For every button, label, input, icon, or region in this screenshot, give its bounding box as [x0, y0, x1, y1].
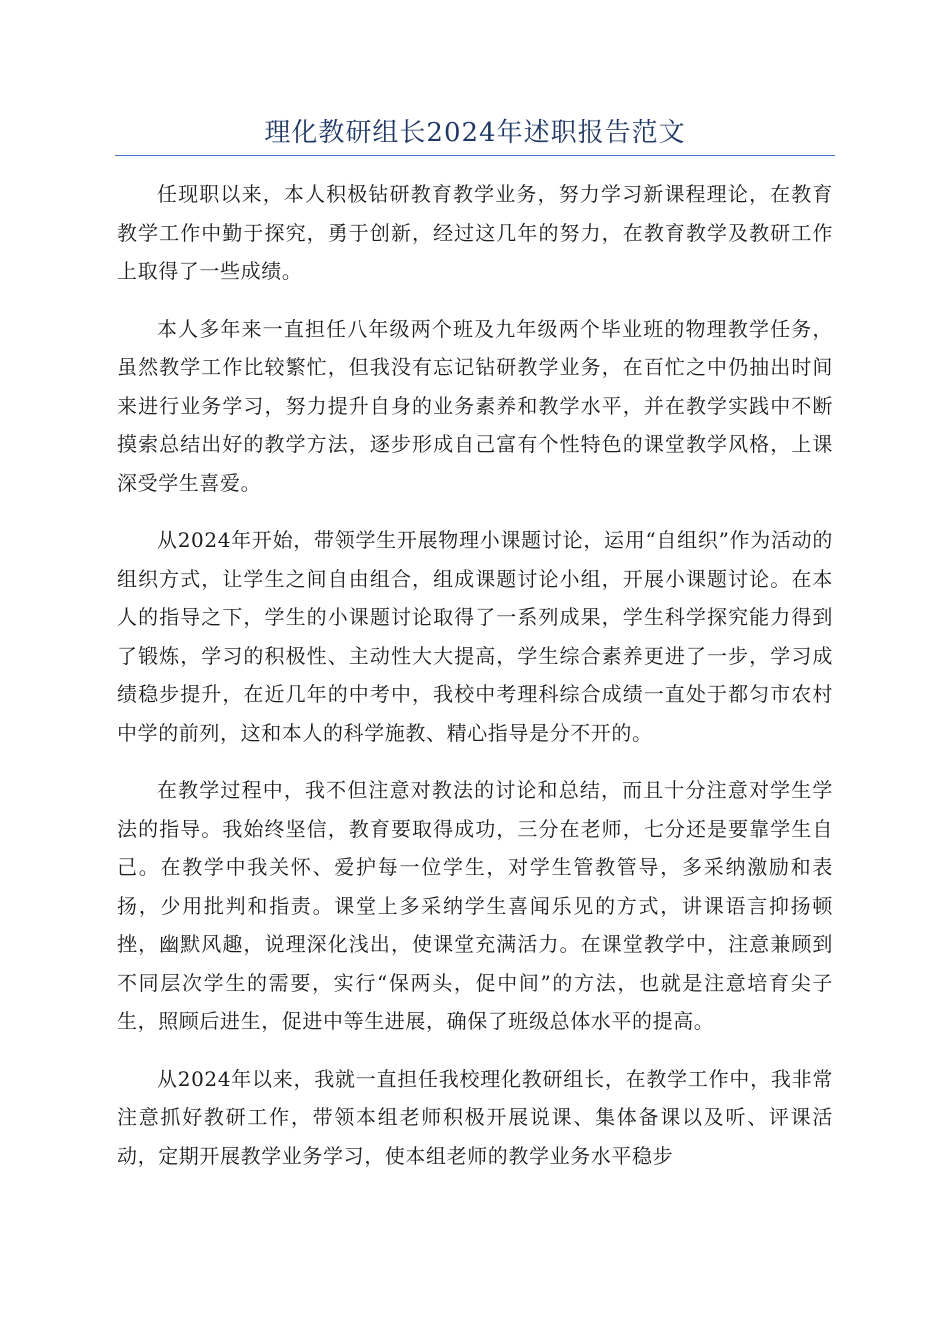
paragraph: 在教学过程中，我不但注意对教法的讨论和总结，而且十分注意对学生学法的指导。我始终坚信，教育要取得成功，三分在老师，七分还是要靠学生自己。在教学中我关怀、爱护每一位学生，对学生管教管导，多采纳激励和表扬，少用批判和指责。课堂上多采纳学生喜闻乐见的方式，讲课语言抑扬顿挫，幽默风趣，说理深化浅出，使课堂充满活力。在课堂教学中，注意兼顾到不同层次学生的需要，实行“保两头，促中间”的方法，也就是注意培育尖子生，照顾后进生，促进中等生进展，确保了班级总体水平的提高。 — [117, 778, 833, 1033]
paragraph: 任现职以来，本人积极钻研教育教学业务，努力学习新课程理论，在教育教学工作中勤于探究，勇于创新，经过这几年的努力，在教育教学及教研工作上取得了一些成绩。 — [117, 182, 833, 283]
document-title: 理化教研组长2024年述职报告范文 — [264, 118, 686, 148]
paragraph: 从2024年开始，带领学生开展物理小课题讨论，运用“自组织”作为活动的组织方式，让学生之间自由组合，组成课题讨论小组，开展小课题讨论。在本人的指导之下，学生的小课题讨论取得了一系列成果，学生科学探究能力得到了锻炼，学习的积极性、主动性大大提高，学生综合素养更进了一步，学习成绩稳步提升，在近几年的中考中，我校中考理科综合成绩一直处于都匀市农村中学的前列，这和本人的科学施教、精心指导是分不开的。 — [117, 528, 833, 745]
paragraph: 本人多年来一直担任八年级两个班及九年级两个毕业班的物理教学任务，虽然教学工作比较繁忙，但我没有忘记钻研教学业务，在百忙之中仍抽出时间来进行业务学习，努力提升自身的业务素养和教学水平，并在教学实践中不断摸索总结出好的教学方法，逐步形成自己富有个性特色的课堂教学风格，上课深受学生喜爱。 — [117, 316, 833, 495]
title-underline — [115, 155, 835, 156]
document-body — [117, 175, 833, 1194]
paragraph: 从2024年以来，我就一直担任我校理化教研组长，在教学工作中，我非常注意抓好教研工作，带领本组老师积极开展说课、集体备课以及听、评课活动，定期开展教学业务学习，使本组老师的教学业务水平稳步 — [117, 1066, 833, 1168]
